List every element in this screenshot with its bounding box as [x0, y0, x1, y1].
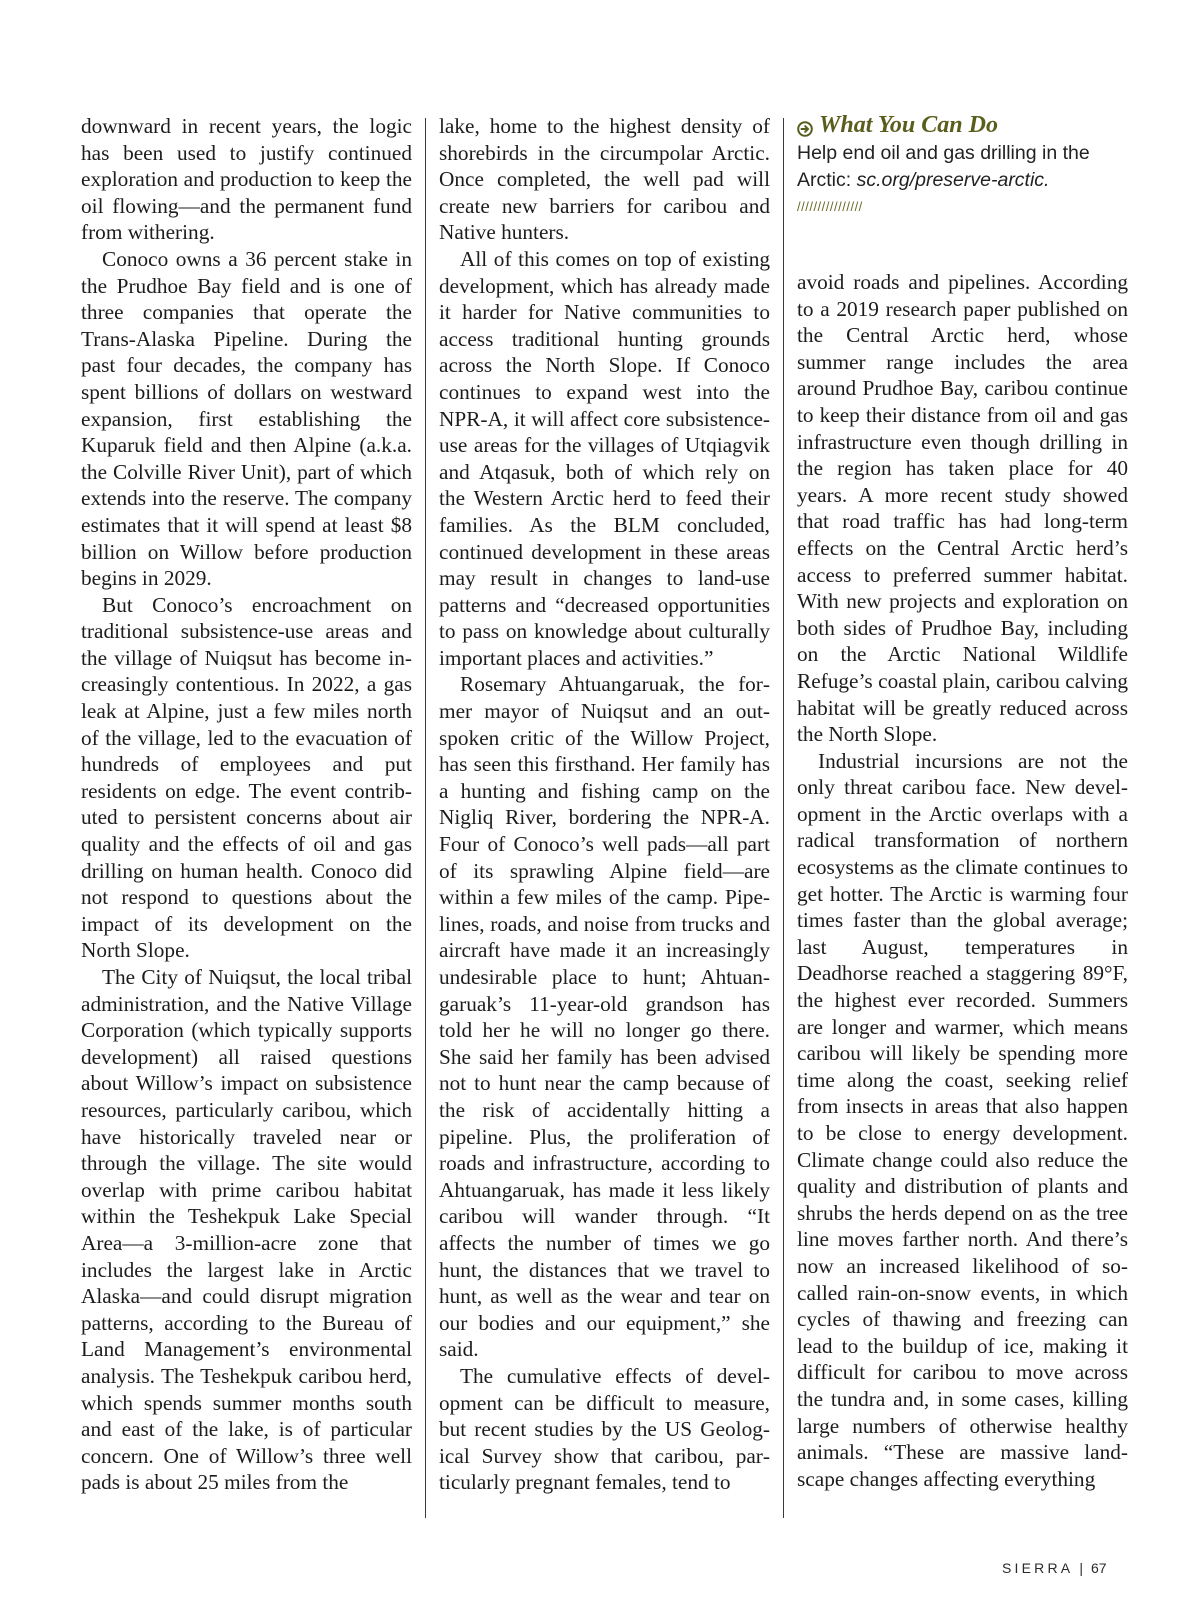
- footer-separator: |: [1079, 1560, 1083, 1576]
- paragraph: Conoco owns a 36 percent stake in the Prudhoe Bay field and is one of three companies that operate the Trans-Alaska Pipeline. During the past four decades, the company has spent billions of dollars on westward expansion, first establishing the Kuparuk field and then Alpine (a.k.a. the Colville River Unit), part of which extends into the reserve. The company estimates that it will spend at least $8 billion on Willow before production begins in 2029.: [81, 246, 412, 591]
- sidebar-body: Help end oil and gas drilling in the Arctic:: [797, 142, 1090, 191]
- paragraph: The cumulative effects of development can be difficult to measure, but recent studies by the US Geological Survey show that caribou, particularly pregnant females, tend to: [439, 1363, 770, 1495]
- paragraph: The City of Nuiqsut, the local tribal administration, and the Native Village Corporation (which typically supports development) all raised questions about Willow’s impact on subsistence resources, particularly caribou, which have historically traveled near or through the village. The site would overlap with prime caribou habitat within the Teshekpuk Lake Special Area—a 3-million-acre zone that includes the largest lake in Arctic Alaska—and could disrupt migration patterns, according to the Bureau of Land Management’s environmental analysis. The Teshekpuk caribou herd, which spends summer months south and east of the lake, is of particular concern. One of Willow’s three well pads is about 25 miles from the: [81, 965, 412, 1495]
- what-you-can-do-sidebar: [797, 112, 1128, 214]
- article-column-2: [439, 113, 770, 1496]
- paragraph: avoid roads and pipelines. According to a 2019 research paper published on the Central Arctic herd, whose summer range includes the area around Prudhoe Bay, caribou continue to keep their distance from oil and gas infrastructure even though drilling in the region has taken place for 40 years. A more recent study showed that road traffic has had long-term effects on the Central Arctic herd’s access to preferred summer habitat. With new projects and exploration on both sides of Prudhoe Bay, including on the Arctic National Wildlife Refuge’s coastal plain, caribou calving habitat will be greatly reduced across the North Slope.: [797, 270, 1128, 747]
- article-column-1: [81, 113, 412, 1496]
- sidebar-divider: ////////////////: [797, 199, 863, 214]
- circle-arrow-right-icon: [797, 117, 813, 133]
- paragraph: But Conoco’s encroachment on traditional subsistence-use areas and the village of Nuiqsut has become increasingly contentious. In 2022, a gas leak at Alpine, just a few miles north of the village, led to the evacuation of hundreds of employees and put residents on edge. The event contributed to persistent concerns about air quality and the effects of oil and gas drilling on human health. Conoco did not respond to questions about the impact of its development on the North Slope.: [81, 592, 412, 963]
- paragraph: downward in recent years, the logic has been used to justify continued exploration and production to keep the oil flowing—and the permanent fund from withering.: [81, 114, 412, 245]
- page-number: 67: [1090, 1560, 1107, 1576]
- preserve-arctic-link[interactable]: sc.org/preserve-arctic.: [856, 169, 1050, 191]
- paragraph: Industrial incursions are not the only threat caribou face. New development in the Arctic overlaps with a radical transformation of northern ecosystems as the climate continues to get hotter. The Arctic is warming four times faster than the global average; last August, temperatures in Deadhorse reached a staggering 89°F, the highest ever recorded. Summers are longer and warmer, which means caribou will likely be spending more time along the coast, seeking relief from insects in areas that also happen to be close to energy development. Climate change could also reduce the quality and distribution of plants and shrubs the herds depend on as the tree line moves farther north. And there’s now an increased likelihood of so-called rain-on-snow events, in which cycles of thawing and freezing can lead to the buildup of ice, making it difficult for caribou to move across the tundra and, in some cases, killing large numbers of otherwise healthy animals. “These are massive landscape changes affecting everything: [797, 748, 1128, 1491]
- paragraph: All of this comes on top of existing development, which has already made it harder for Native communities to access traditional hunting grounds across the North Slope. If Conoco continues to expand west into the NPR-A, it will affect core subsistence-use areas for the villages of Utqiagvik and Atqasuk, both of which rely on the Western Arctic herd to feed their families. As the BLM concluded, continued development in these areas may result in changes to land-use patterns and “decreased opportunities to pass on knowledge about culturally important places and activities.”: [439, 246, 770, 670]
- paragraph: lake, home to the highest density of shorebirds in the circumpolar Arctic. Once completed, the well pad will create new barriers for caribou and Native hunters.: [439, 114, 770, 245]
- article-column-3: [797, 113, 1128, 1492]
- magazine-name: SIERRA: [1002, 1560, 1074, 1576]
- paragraph: Rosemary Ahtuangaruak, the former mayor of Nuiqsut and an outspoken critic of the Willow Project, has seen this firsthand. Her family has a hunting and fishing camp on the Nigliq River, bordering the NPR-A. Four of Conoco’s well pads—all part of its sprawling Alpine field—are within a few miles of the camp. Pipelines, roads, and noise from trucks and aircraft have made it an increasingly undesirable place to hunt; Ahtuangaruak’s 11-year-old grandson has told her he will no longer go there. She said her family has been advised not to hunt near the camp because of the risk of accidentally hitting a pipeline. Plus, the proliferation of roads and infrastructure, according to Ahtuangaruak, has made it less likely caribou will wander through. “It affects the number of times we go hunt, the distances that we travel to hunt, as well as the wear and tear on our bodies and our equipment,” she said.: [439, 672, 770, 1362]
- sidebar-text: [797, 140, 1128, 194]
- sidebar-heading: [797, 112, 1128, 138]
- column-3-body: [797, 269, 1128, 1492]
- column-rule-2: [783, 118, 784, 1518]
- sidebar-heading-text: What You Can Do: [819, 112, 998, 138]
- column-rule-1: [425, 118, 426, 1518]
- page-footer: [1002, 1560, 1107, 1576]
